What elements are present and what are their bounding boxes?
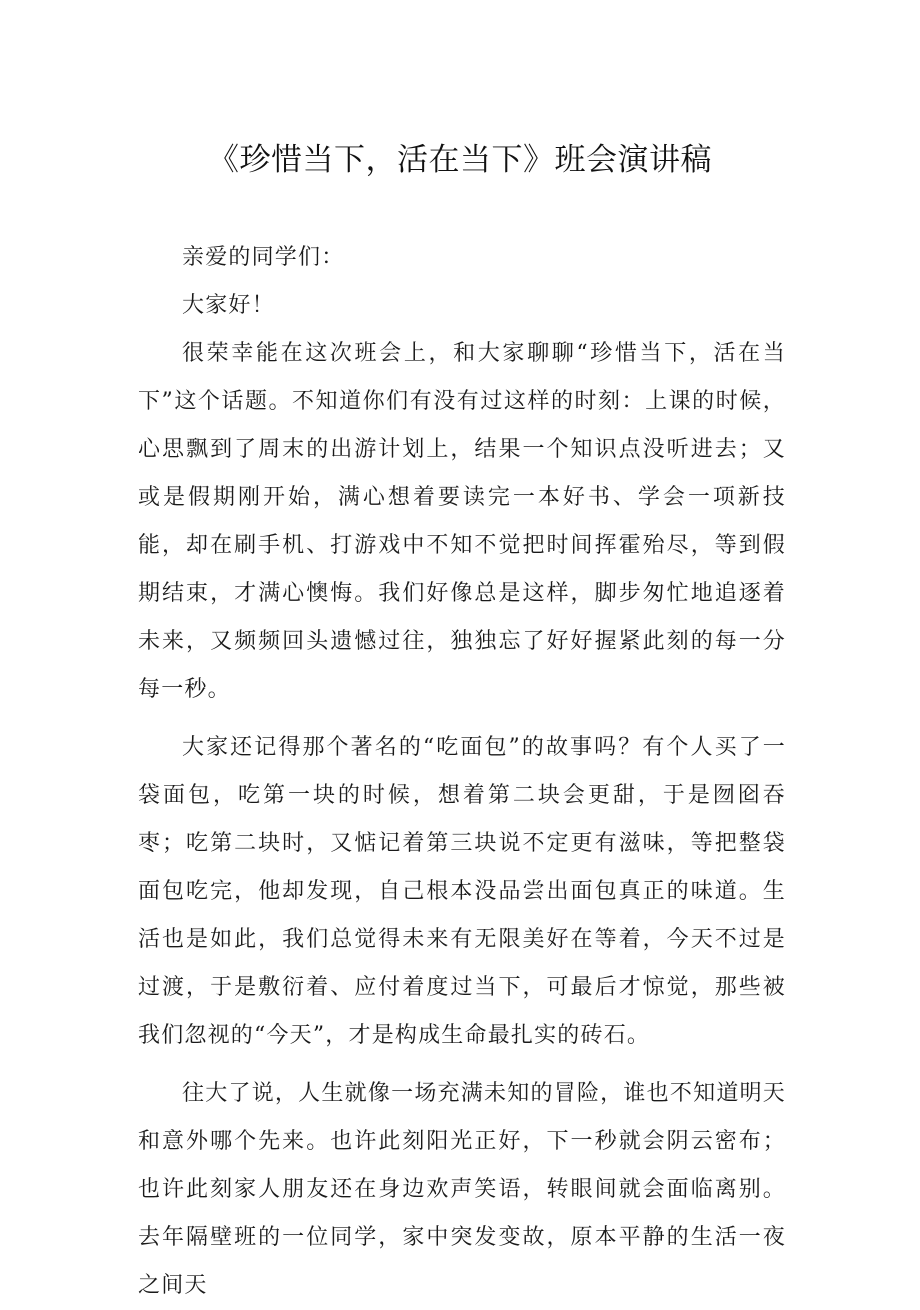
salutation-paragraph: 亲爱的同学们： [182, 245, 345, 270]
document-title: 《珍惜当下，活在当下》班会演讲稿 [208, 142, 712, 178]
body-paragraph: 大家还记得那个著名的“吃面包”的故事吗？有个人买了一袋面包，吃第一块的时候，想着第二块会更甜，于是囫囵吞枣；吃第二块时，又惦记着第三块说不定更有滋味，等把整袋面包吃完，他却发现，自己根本没品尝出面包真正的味道。生活也是如此，我们总觉得未来有无限美好在等着，今天不过是过渡，于是敷衍着、应付着度过当下，可最后才惊觉，那些被我们忽视的“今天”，才是构成生命最扎实的砖石。 [138, 735, 786, 1048]
document-body [138, 234, 786, 1310]
body-paragraph: 很荣幸能在这次班会上，和大家聊聊“珍惜当下，活在当下”这个话题。不知道你们有没有过这样的时刻：上课的时候，心思飘到了周末的出游计划上，结果一个知识点没听进去；又或是假期刚开始，满心想着要读完一本好书、学会一项新技能，却在刷手机、打游戏中不知不觉把时间挥霍殆尽，等到假期结束，才满心懊悔。我们好像总是这样，脚步匆忙地追逐着未来，又频频回头遗憾过往，独独忘了好好握紧此刻的每一分每一秒。 [138, 341, 786, 702]
greeting-paragraph: 大家好！ [182, 293, 275, 318]
body-paragraph: 往大了说，人生就像一场充满未知的冒险，谁也不知道明天和意外哪个先来。也许此刻阳光正好，下一秒就会阴云密布；也许此刻家人朋友还在身边欢声笑语，转眼间就会面临离别。去年隔壁班的一位同学，家中突发变故，原本平静的生活一夜之间天 [138, 1081, 786, 1298]
